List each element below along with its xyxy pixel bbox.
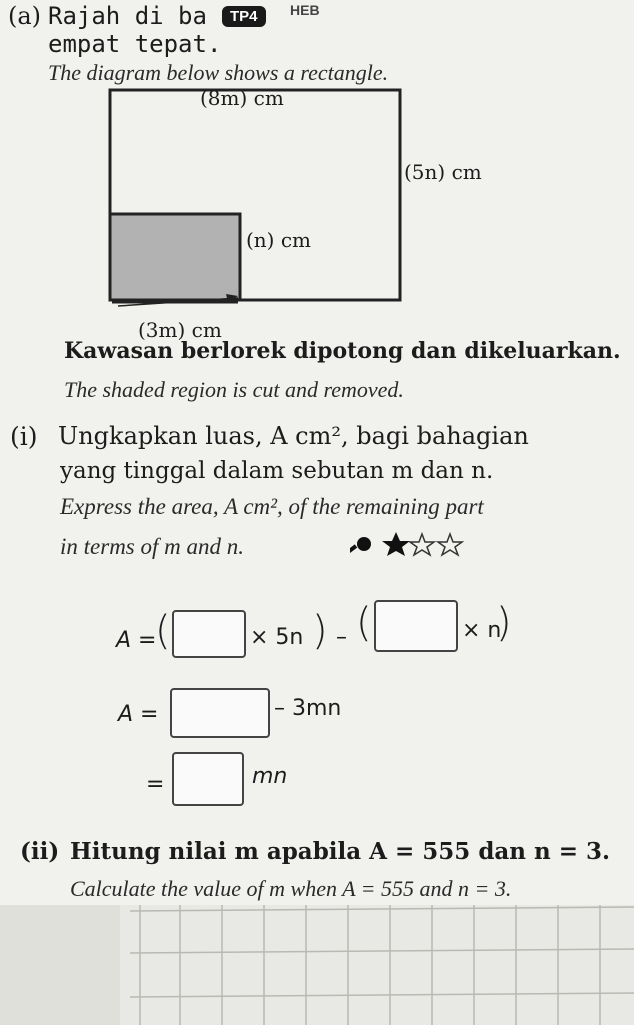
- answer-box-2[interactable]: [374, 600, 458, 652]
- q1-ms-line2: yang tinggal dalam sebutan m dan n.: [60, 458, 494, 484]
- part-label: (a): [8, 2, 42, 30]
- label-bottom: (3m) cm: [138, 318, 222, 342]
- header-en-line: The diagram below shows a rectangle.: [48, 60, 389, 85]
- rectangle-diagram: [0, 80, 634, 340]
- q1-ms-line1: Ungkapkan luas, A cm², bagi bahagian: [58, 422, 529, 450]
- answer-box-1[interactable]: [172, 610, 246, 658]
- answer-box-4[interactable]: [172, 752, 244, 806]
- label-right: (5n) cm: [404, 160, 482, 184]
- star-filled-icon: [382, 532, 410, 556]
- star-empty-icon: [410, 534, 434, 555]
- key-icon: [350, 537, 371, 552]
- work1-times1: × 5n: [250, 625, 304, 650]
- tp-badge: TP4: [222, 6, 266, 27]
- label-inner: (n) cm: [246, 228, 312, 252]
- q2-ms: Hitung nilai m apabila A = 555 dan n = 3.: [70, 838, 611, 865]
- answer-grid[interactable]: [0, 905, 634, 1025]
- work3-lhs: =: [146, 772, 165, 797]
- shaded-region: [110, 214, 240, 300]
- paren-close-1: ): [312, 608, 328, 654]
- intro-en: The shaded region is cut and removed.: [64, 377, 404, 402]
- q1-en-line1: Express the area, A cm², of the remaining part: [60, 494, 484, 519]
- paren-open-1: (: [155, 608, 171, 654]
- paren-open-2: (: [356, 600, 372, 646]
- work1-times2: × n: [462, 618, 502, 643]
- work2-lhs: A =: [118, 702, 159, 727]
- q1-en-line2: in terms of m and n.: [60, 534, 244, 559]
- difficulty-rating: [350, 530, 466, 558]
- header-ms-line2: empat tepat.: [48, 30, 222, 58]
- work2-rhs: – 3mn: [274, 696, 342, 721]
- work1-lhs: A =: [116, 628, 157, 653]
- q2-number: (ii): [20, 838, 60, 865]
- work1-minus: –: [336, 625, 347, 650]
- header-ms-line1: Rajah di ba: [48, 2, 207, 30]
- paren-close-2: ): [496, 600, 512, 646]
- label-top: (8m) cm: [200, 86, 284, 110]
- answer-box-3[interactable]: [170, 688, 270, 738]
- q1-number: (i): [10, 422, 38, 451]
- q2-en: Calculate the value of m when A = 555 and n = 3.: [70, 876, 512, 901]
- header-cut-text: HEB: [290, 2, 320, 18]
- work3-rhs: mn: [252, 764, 288, 789]
- intro-ms: Kawasan berlorek dipotong dan dikeluarkan.: [64, 338, 621, 364]
- star-empty-icon: [438, 534, 462, 555]
